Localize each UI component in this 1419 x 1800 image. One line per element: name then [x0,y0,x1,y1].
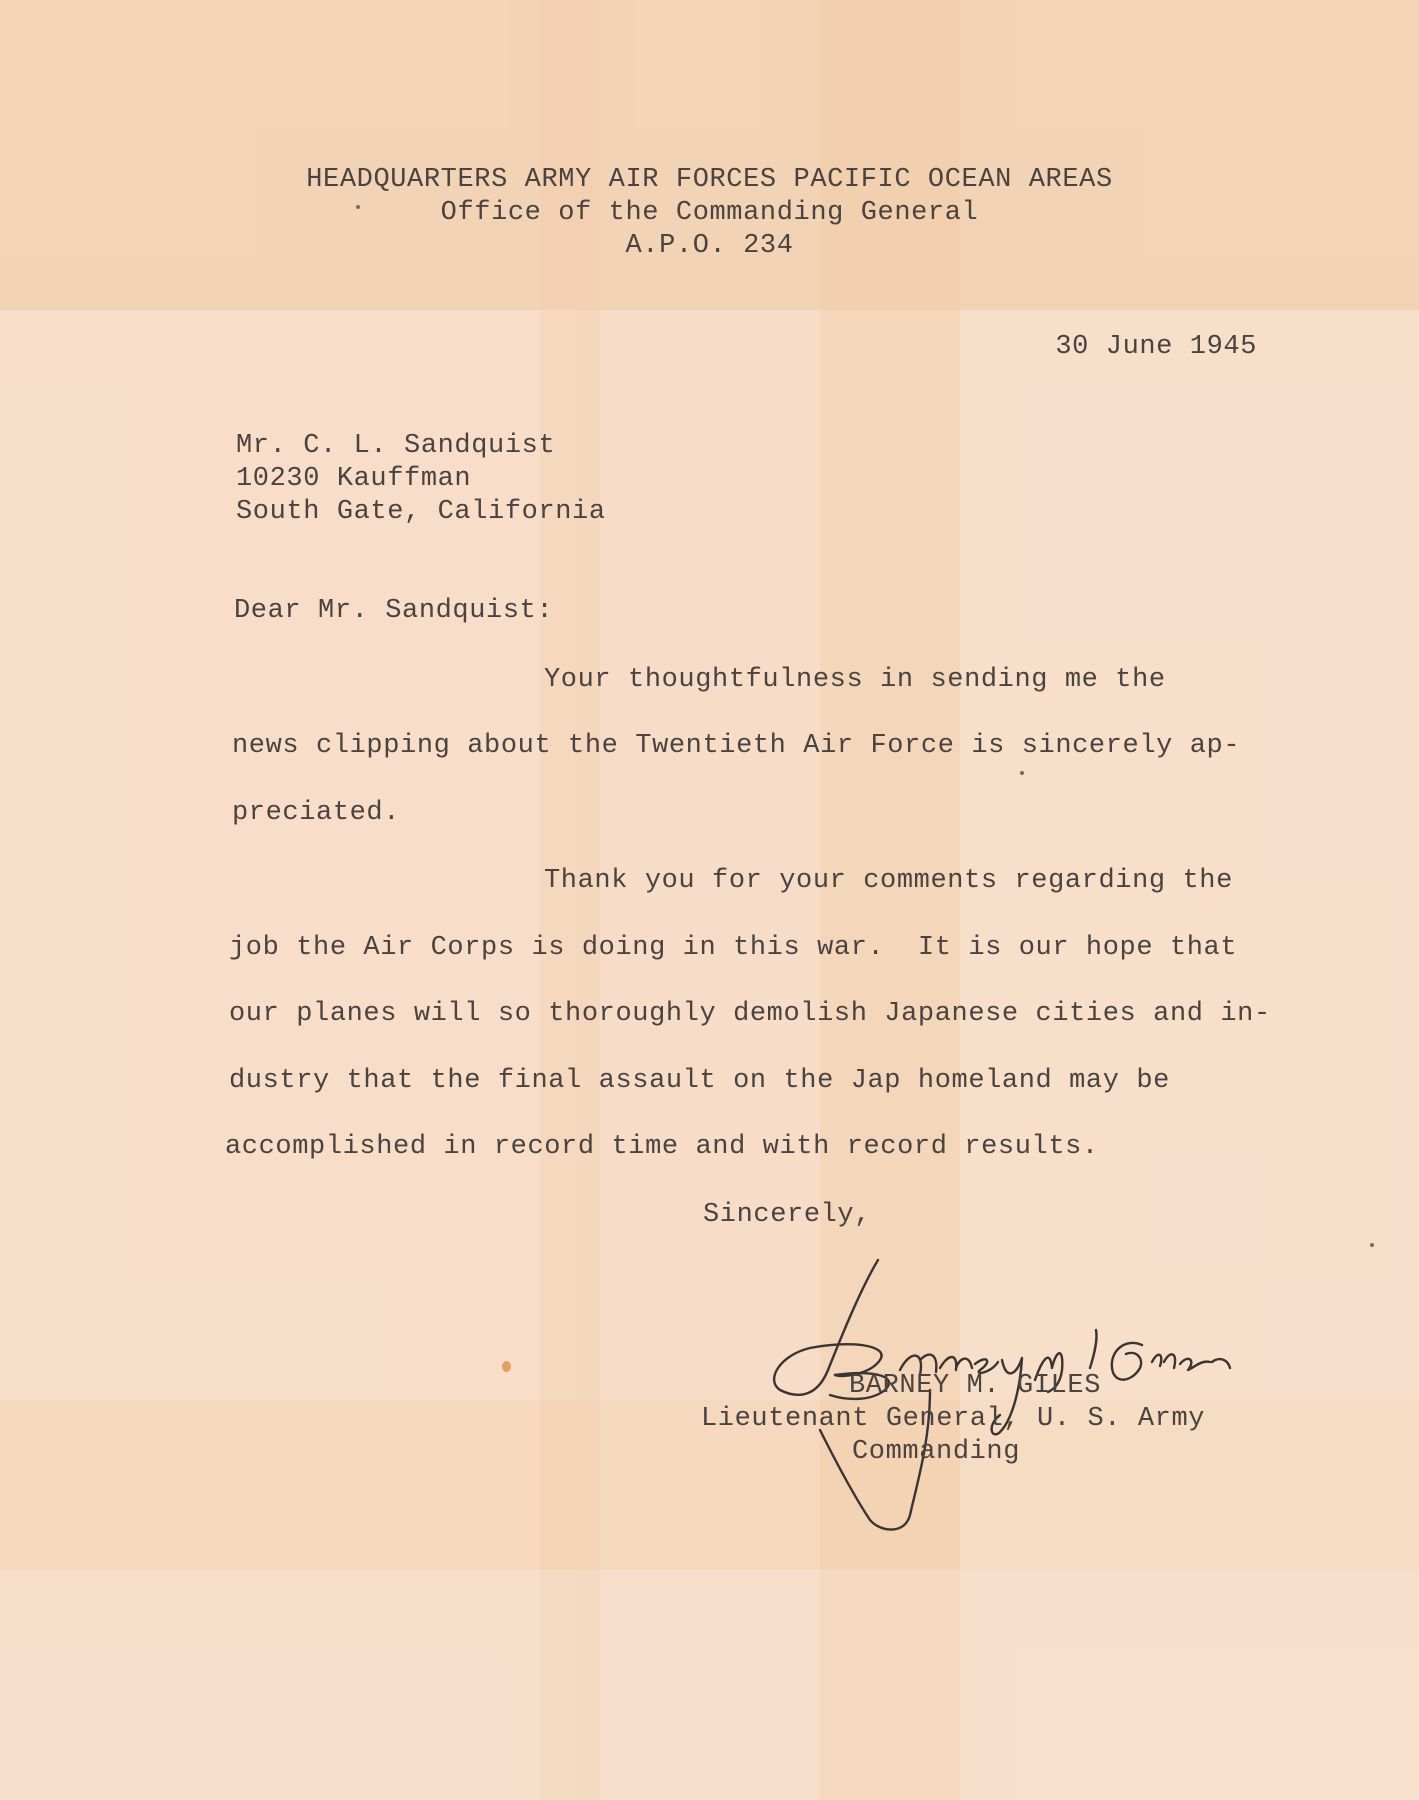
paper-speck [1020,771,1024,775]
body-line: Your thoughtfulness in sending me the [544,665,1166,695]
letter-date: 30 June 1945 [1055,332,1257,362]
recipient-name: Mr. C. L. Sandquist [236,431,556,461]
body-line: our planes will so thoroughly demolish Japanese cities and in- [229,999,1271,1029]
paper-stain-spot [502,1361,511,1372]
body-line: news clipping about the Twentieth Air Force is sincerely ap- [232,731,1241,761]
letterhead-organization: HEADQUARTERS ARMY AIR FORCES PACIFIC OCEAN AREAS [306,165,1113,195]
body-line: preciated. [232,798,401,828]
signatory-role: Commanding [852,1437,1021,1467]
recipient-city: South Gate, California [236,497,606,527]
signatory-name: BARNEY M. GILES [849,1371,1102,1401]
body-line: Thank you for your comments regarding the [544,866,1233,896]
body-line: dustry that the final assault on the Jap homeland may be [229,1066,1170,1096]
signatory-rank: Lieutenant General, U. S. Army [701,1404,1206,1434]
paper-speck [356,205,360,209]
closing: Sincerely, [703,1200,872,1230]
recipient-street: 10230 Kauffman [236,464,472,494]
letterhead-apo: A.P.O. 234 [625,231,794,261]
salutation: Dear Mr. Sandquist: [234,596,554,626]
paper-fold [540,0,600,1800]
paper-stain [0,1570,1419,1800]
paper-speck [1370,1243,1374,1247]
paper-stain [0,0,1419,310]
letterhead-office: Office of the Commanding General [440,198,979,228]
paper-stain [0,310,575,1800]
body-line: accomplished in record time and with record results. [225,1132,1099,1162]
paper-stain [960,310,1419,1800]
body-line: job the Air Corps is doing in this war. It is our hope that [229,933,1238,963]
